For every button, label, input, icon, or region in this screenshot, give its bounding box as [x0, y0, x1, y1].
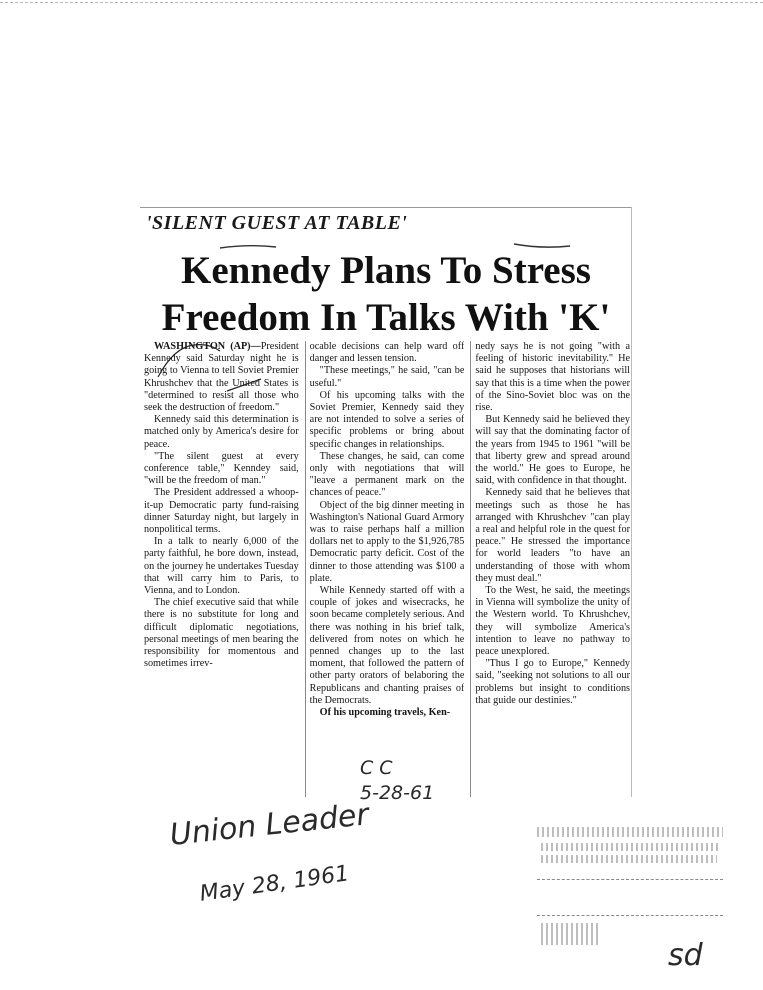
page-top-edge: [0, 2, 763, 3]
cc-note-line-1: C C: [360, 757, 393, 779]
handwritten-date: May 28, 1961: [198, 861, 351, 907]
paragraph: Kennedy said this determination is matched only by America's desire for peace.: [144, 414, 299, 450]
paragraph: Kennedy said that he believes that meetings such as those he has arranged with Khrushchev "can play a real and helpful role in the quest for peace." He stressed the importance for world leaders "to have an understanding of those with whom they must deal.": [475, 487, 631, 584]
paragraph: The President addressed a whoop-it-up Democratic party fund-raising dinner Saturday night, but largely in nonpolitical terms.: [144, 487, 299, 536]
paragraph: But Kennedy said he believed they will say that the dominating factor of the years from 1945 to 1961 "will be that liberty grew and spread around the world." He goes to Europe, he said, with confidence in that thought.: [475, 414, 631, 487]
paragraph: These changes, he said, can come only with negotiations that will "leave a permanent mark on the chances of peace.": [309, 450, 465, 499]
paragraph: Of his upcoming talks with the Soviet Premier, Kennedy said they are not intended to solve a series of specific problems or bring about specific changes in relationships.: [309, 389, 465, 450]
handwritten-cc-note: [360, 756, 434, 806]
stamp-divider: [537, 879, 723, 880]
handwritten-initials: sd: [668, 938, 703, 973]
clipping-top-rule: [140, 207, 632, 208]
paragraph-text: President Kennedy said Saturday night he is going to Vienna to tell Soviet Premier Khrushchev that the United States is "determined to resist all those who seek the destruction of freedom.": [144, 341, 299, 414]
stamp-divider: [537, 915, 723, 916]
paragraph: Object of the big dinner meeting in Washington's National Guard Armory was to raise perhaps half a million dollars net to apply to the $1,926,785 Democratic party deficit. Cost of the dinner to those attending was $100 a plate.: [309, 499, 465, 584]
pen-scribble-mark: [154, 337, 224, 385]
paragraph: "These meetings," he said, "can be useful.": [309, 365, 465, 389]
article-column-3: [470, 341, 630, 797]
paragraph: ocable decisions can help ward off danger and lessen tension.: [309, 341, 465, 365]
article-columns: [144, 341, 630, 797]
stamp-text-band: [541, 855, 717, 863]
dateline: WASHINGTON (AP)—: [154, 341, 261, 352]
pen-strike-mark: [225, 375, 265, 395]
paragraph: In a talk to nearly 6,000 of the party faithful, he bore down, instead, on the journey he undertakes Tuesday that will carry him to Paris, to Vienna, and to London.: [144, 536, 299, 597]
paragraph: While Kennedy started off with a couple of jokes and wisecracks, he soon became completely serious. And there was nothing in his brief talk, delivered from notes on which he penned changes up to the last moment, that followed the pattern of other party orators of belaboring the Republicans and chanting praises of the Democrats.: [309, 585, 465, 706]
newspaper-clipping: [140, 207, 632, 797]
paragraph: Of his upcoming travels, Ken-: [319, 707, 451, 719]
main-headline: [140, 247, 632, 341]
paragraph: nedy says he is not going "with a feeling of historic inevitability." He said he supposes that historians will say that this is a time when the power of the Sino-Soviet bloc was on the rise.: [475, 341, 631, 414]
paragraph: "Thus I go to Europe," Kennedy said, "seeking not solutions to all our problems but insight to conditions that guide our destinies.": [475, 658, 631, 706]
kicker-headline: 'SILENT GUEST AT TABLE': [146, 212, 408, 234]
stamp-text-band: [541, 923, 601, 945]
headline-line-1: Kennedy Plans To Stress: [181, 249, 591, 292]
headline-line-2: Freedom In Talks With 'K': [161, 296, 611, 339]
paragraph: To the West, he said, the meetings in Vienna will symbolize the unity of the Western world. To Khrushchev, they will symbolize America's intention to leave no pathway to peace unexplored.: [475, 585, 631, 658]
paragraph: The chief executive said that while there is no substitute for long and difficult diplomatic negotiations, personal meetings of men bearing the responsibility for momentous and sometimes irrev-: [144, 597, 299, 670]
article-column-2: [305, 341, 465, 797]
handwritten-source-signature: Union Leader: [168, 797, 371, 853]
stamp-text-band: [537, 827, 723, 837]
stamp-text-band: [541, 843, 721, 851]
cc-note-line-2: 5-28-61: [360, 782, 435, 804]
article-column-1: [144, 341, 299, 797]
paragraph: "The silent guest at every conference table," Kenndey said, "will be the freedom of man.": [144, 450, 299, 487]
